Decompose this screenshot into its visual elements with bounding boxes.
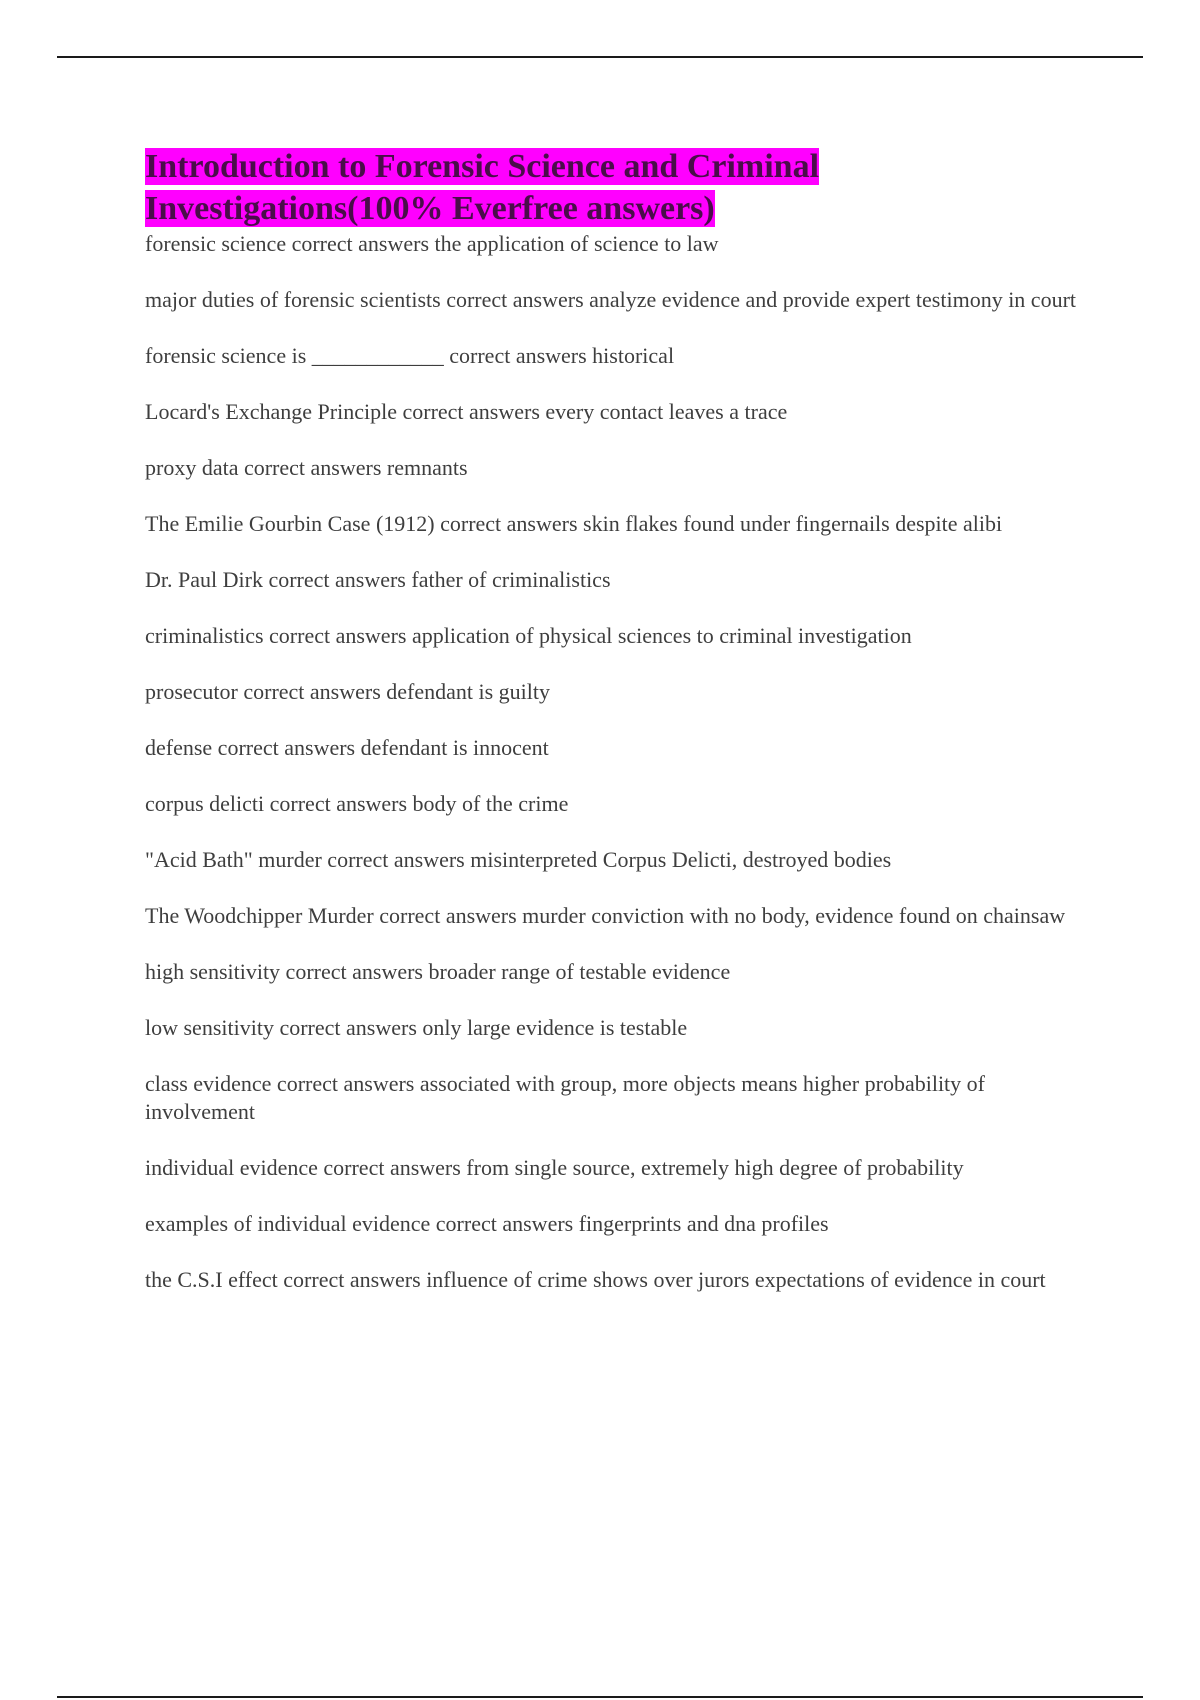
footer-rule xyxy=(57,1696,1143,1698)
qa-entry: high sensitivity correct answers broader range of testable evidence xyxy=(145,959,731,984)
qa-entry: examples of individual evidence correct answers fingerprints and dna profiles xyxy=(145,1211,829,1236)
qa-entry: corpus delicti correct answers body of the crime xyxy=(145,791,569,816)
qa-entry: major duties of forensic scientists correct answers analyze evidence and provide expert testimony in court xyxy=(145,287,1077,312)
qa-entry: class evidence correct answers associated with group, more objects means higher probability of involvement xyxy=(145,1071,985,1124)
qa-entry: "Acid Bath" murder correct answers misinterpreted Corpus Delicti, destroyed bodies xyxy=(145,847,892,872)
qa-entry: the C.S.I effect correct answers influence of crime shows over jurors expectations of evidence in court xyxy=(145,1267,1046,1292)
qa-entry: low sensitivity correct answers only large evidence is testable xyxy=(145,1015,688,1040)
qa-entry: proxy data correct answers remnants xyxy=(145,455,468,480)
qa-entry: Locard's Exchange Principle correct answers every contact leaves a trace xyxy=(145,399,788,424)
qa-entry: The Woodchipper Murder correct answers murder conviction with no body, evidence found on chainsaw xyxy=(145,903,1066,928)
document-body xyxy=(145,146,1095,1322)
qa-entry: individual evidence correct answers from single source, extremely high degree of probability xyxy=(145,1155,964,1180)
qa-entry: prosecutor correct answers defendant is guilty xyxy=(145,679,551,704)
qa-entry: defense correct answers defendant is innocent xyxy=(145,735,549,760)
qa-entry: The Emilie Gourbin Case (1912) correct answers skin flakes found under fingernails despite alibi xyxy=(145,511,1003,536)
header-rule xyxy=(57,56,1143,58)
document-title xyxy=(145,146,885,230)
qa-list xyxy=(145,230,1095,1294)
qa-entry: forensic science is ____________ correct answers historical xyxy=(145,343,675,368)
qa-entry: forensic science correct answers the application of science to law xyxy=(145,231,719,256)
qa-entry: criminalistics correct answers application of physical sciences to criminal investigation xyxy=(145,623,912,648)
title-highlight: Introduction to Forensic Science and Criminal Investigations(100% Everfree answers) xyxy=(145,148,820,227)
qa-entry: Dr. Paul Dirk correct answers father of criminalistics xyxy=(145,567,611,592)
